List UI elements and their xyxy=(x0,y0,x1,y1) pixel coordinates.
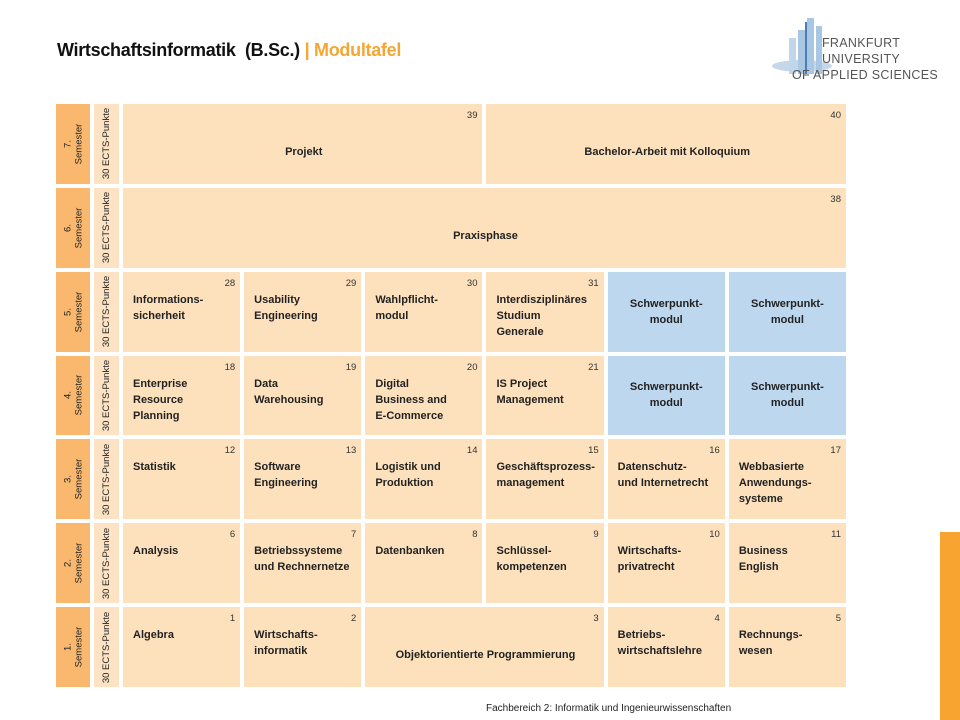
module-number: 8 xyxy=(472,529,478,541)
semester-label xyxy=(56,188,90,268)
module-cell[interactable] xyxy=(486,272,603,352)
module-number: 38 xyxy=(830,193,841,205)
module-cell[interactable] xyxy=(123,272,240,352)
university-logo xyxy=(772,18,939,82)
semester-text: 7. Semester xyxy=(62,123,84,165)
logo-line-2: UNIVERSITY xyxy=(822,52,901,66)
module-number: 18 xyxy=(224,361,236,373)
module-number: 4 xyxy=(714,613,720,625)
module-name: Schwerpunkt- modul xyxy=(751,297,824,326)
module-number: 11 xyxy=(831,529,841,541)
module-cell[interactable] xyxy=(486,104,846,184)
ects-text: 30 ECTS-Punkte xyxy=(101,192,113,264)
module-name: Data Warehousing xyxy=(254,377,324,406)
module-name: Informations- sicherheit xyxy=(133,293,204,322)
ects-text: 30 ECTS-Punkte xyxy=(101,527,113,599)
module-cell[interactable] xyxy=(244,356,361,436)
ects-label xyxy=(94,188,119,268)
module-number: 17 xyxy=(830,445,841,457)
title-separator: | xyxy=(304,40,310,60)
module-number: 12 xyxy=(224,445,236,457)
module-cell[interactable] xyxy=(123,439,240,519)
module-number: 29 xyxy=(345,277,357,289)
module-name: Schwerpunkt- modul xyxy=(751,381,824,410)
semester-text: 6. Semester xyxy=(62,207,84,249)
semester-label xyxy=(56,272,90,352)
module-name: Webbasierte Anwendungs- systeme xyxy=(738,461,812,506)
module-cell[interactable] xyxy=(486,439,603,519)
orange-accent-bar xyxy=(940,532,960,720)
module-cell[interactable] xyxy=(123,104,482,184)
semester-text: 4. Semester xyxy=(62,375,84,416)
module-number: 15 xyxy=(588,445,599,457)
module-cell[interactable] xyxy=(123,523,240,603)
module-cell[interactable] xyxy=(123,188,846,268)
module-name: Usability Engineering xyxy=(254,293,318,322)
module-number: 40 xyxy=(830,110,841,121)
module-number: 9 xyxy=(593,529,599,541)
module-number: 1 xyxy=(229,613,236,625)
module-name: Betriebs- wirtschaftslehre xyxy=(617,629,703,658)
module-cell[interactable] xyxy=(608,439,725,519)
module-cell[interactable] xyxy=(365,607,603,687)
module-name: Projekt xyxy=(285,145,323,158)
page-title xyxy=(57,40,401,61)
module-number: 31 xyxy=(588,277,599,289)
module-name: Schwerpunkt- modul xyxy=(629,297,703,326)
module-name: Bachelor-Arbeit mit Kolloquium xyxy=(584,145,751,158)
module-number: 39 xyxy=(466,110,478,121)
module-cell[interactable] xyxy=(729,523,846,603)
module-name: Wirtschafts- privatrecht xyxy=(617,545,682,574)
module-number: 28 xyxy=(224,277,236,289)
module-name: Praxisphase xyxy=(453,229,518,242)
module-cell[interactable] xyxy=(729,439,846,519)
logo-line-1: FRANKFURT xyxy=(822,36,901,50)
module-number: 6 xyxy=(229,529,236,541)
module-name: Analysis xyxy=(133,545,179,558)
ects-text: 30 ECTS-Punkte xyxy=(101,275,113,348)
module-number: 16 xyxy=(709,445,720,457)
module-number: 19 xyxy=(345,361,357,373)
logo-line-3: OF APPLIED SCIENCES xyxy=(792,68,939,82)
semester-label xyxy=(56,439,90,519)
module-cell[interactable] xyxy=(244,272,361,352)
module-name: Datenbanken xyxy=(375,545,445,558)
ects-text: 30 ECTS-Punkte xyxy=(101,611,113,683)
focus-module-cell[interactable] xyxy=(729,356,846,436)
semester-label xyxy=(56,356,90,436)
module-number: 30 xyxy=(466,277,478,289)
module-name: Enterprise Resource Planning xyxy=(133,377,188,422)
module-number: 3 xyxy=(593,613,599,625)
module-number: 20 xyxy=(466,361,478,373)
module-name: Interdisziplinäres Studium Generale xyxy=(496,293,587,338)
module-number: 7 xyxy=(351,529,357,541)
semester-text: 3. Semester xyxy=(62,459,84,500)
ects-label xyxy=(94,104,119,184)
module-cell[interactable] xyxy=(244,439,361,519)
ects-text: 30 ECTS-Punkte xyxy=(101,443,113,515)
module-name: Business English xyxy=(738,545,788,574)
module-number: 5 xyxy=(835,613,841,625)
ects-label xyxy=(94,523,119,603)
module-name: Geschäftsprozess- management xyxy=(496,461,595,490)
title-subtitle: Modultafel xyxy=(314,40,402,60)
module-table xyxy=(56,104,846,687)
module-cell[interactable] xyxy=(244,607,361,687)
ects-label xyxy=(94,272,119,352)
module-number: 10 xyxy=(709,529,720,541)
module-cell[interactable] xyxy=(486,356,603,436)
module-name: Statistik xyxy=(133,461,176,474)
module-name: Rechnungs- wesen xyxy=(738,629,803,658)
focus-module-cell[interactable] xyxy=(608,356,725,436)
module-name: Wahlpflicht- modul xyxy=(375,293,438,322)
semester-text: 2. Semester xyxy=(62,542,84,584)
module-cell[interactable] xyxy=(365,356,482,436)
semester-text: 5. Semester xyxy=(62,291,84,332)
ects-label xyxy=(94,439,119,519)
ects-label xyxy=(94,356,119,436)
focus-module-cell[interactable] xyxy=(608,272,725,352)
module-cell[interactable] xyxy=(729,607,846,687)
footer-department: Fachbereich 2: Informatik und Ingenieurwissenschaften xyxy=(486,703,732,714)
module-name: Algebra xyxy=(133,629,174,642)
focus-module-cell[interactable] xyxy=(729,272,846,352)
module-number: 14 xyxy=(466,445,478,457)
module-name: Wirtschafts- informatik xyxy=(254,629,318,658)
ects-text: 30 ECTS-Punkte xyxy=(101,108,113,180)
module-cell[interactable] xyxy=(608,607,725,687)
module-cell[interactable] xyxy=(365,523,482,603)
module-name: Datenschutz- und Internetrecht xyxy=(617,461,709,490)
module-number: 13 xyxy=(345,445,357,457)
module-name: Logistik und Produktion xyxy=(375,461,441,490)
module-name: Objektorientierte Programmierung xyxy=(395,649,576,662)
module-number: 21 xyxy=(588,361,599,373)
module-cell[interactable] xyxy=(608,523,725,603)
module-name: Digital Business and E-Commerce xyxy=(375,377,447,422)
module-name: Schlüssel- kompetenzen xyxy=(496,545,567,574)
module-name: Software Engineering xyxy=(254,461,318,490)
semester-text: 1. Semester xyxy=(62,626,84,668)
ects-label xyxy=(94,607,119,687)
module-cell[interactable] xyxy=(365,439,482,519)
module-cell[interactable] xyxy=(365,272,482,352)
module-name: Schwerpunkt- modul xyxy=(629,381,703,410)
module-number: 2 xyxy=(351,613,357,625)
module-cell[interactable] xyxy=(486,523,603,603)
module-cell[interactable] xyxy=(244,523,361,603)
module-cell[interactable] xyxy=(123,356,240,436)
module-name: IS Project Management xyxy=(496,377,564,406)
module-cell[interactable] xyxy=(123,607,240,687)
semester-label xyxy=(56,523,90,603)
title-main: Wirtschaftsinformatik (B.Sc.) xyxy=(57,40,300,60)
module-name: Betriebssysteme und Rechnernetze xyxy=(254,545,350,574)
semester-label xyxy=(56,607,90,687)
semester-label xyxy=(56,104,90,184)
ects-text: 30 ECTS-Punkte xyxy=(101,359,113,432)
